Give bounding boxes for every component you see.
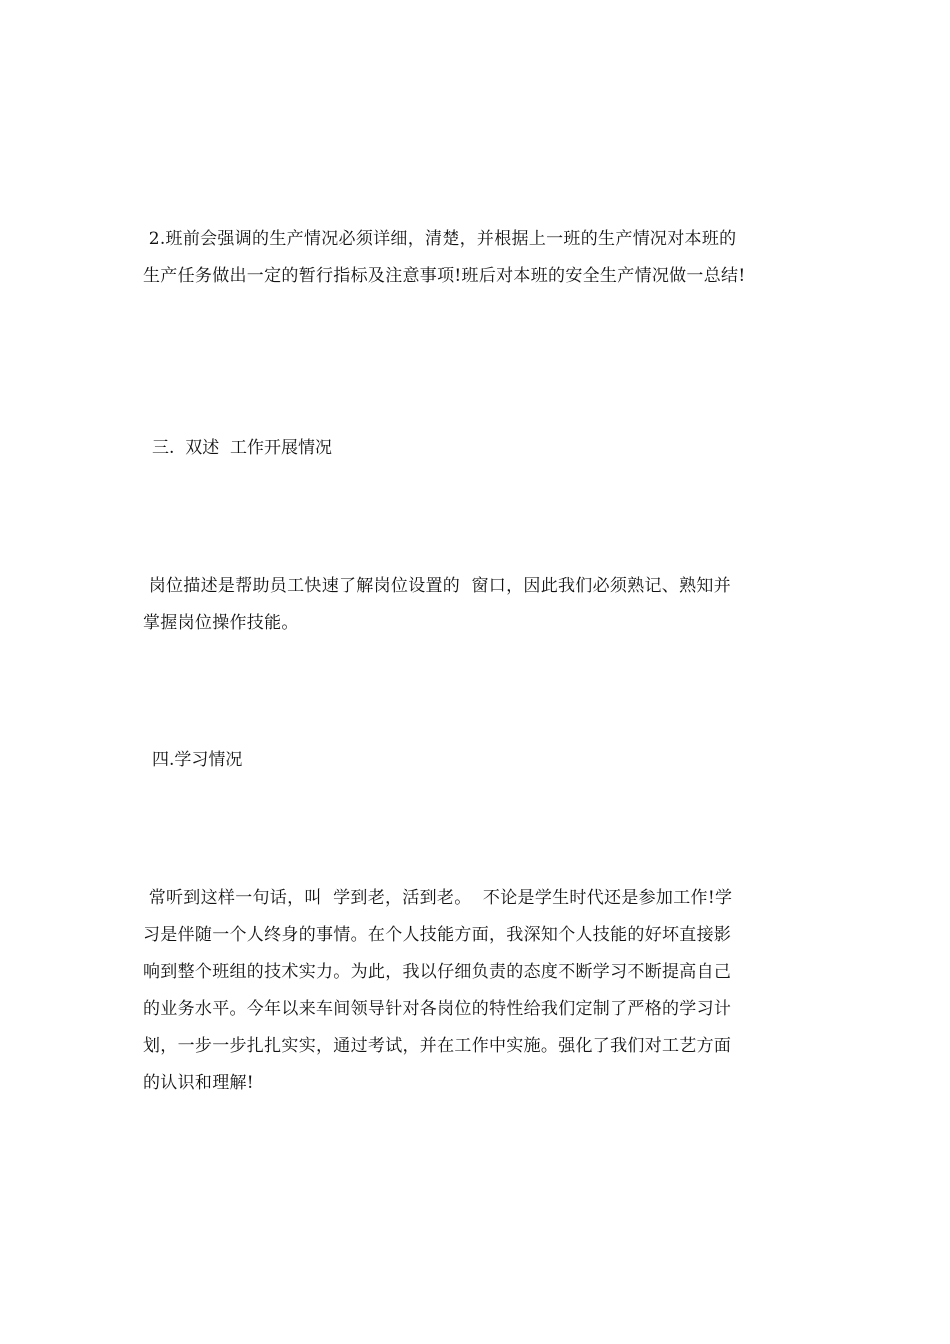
section-heading-work: 三. 双述 工作开展情况 bbox=[152, 438, 333, 458]
text-line: 响到整个班组的技术实力。为此，我以仔细负责的态度不断学习不断提高自己 bbox=[143, 962, 732, 982]
text-line: 划，一步一步扎扎实实，通过考试，并在工作中实施。强化了我们对工艺方面 bbox=[143, 1036, 732, 1056]
text-line: 生产任务做出一定的暂行指标及注意事项!班后对本班的安全生产情况做一总结! bbox=[143, 266, 746, 286]
text-line: 常听到这样一句话，叫 学到老，活到老。 不论是学生时代还是参加工作!学 bbox=[143, 888, 733, 908]
text-line: 的业务水平。今年以来车间领导针对各岗位的特性给我们定制了严格的学习计 bbox=[143, 999, 732, 1019]
paragraph-study bbox=[143, 880, 813, 1102]
text-line: 掌握岗位操作技能。 bbox=[143, 613, 299, 633]
text-line: 习是伴随一个人终身的事情。在个人技能方面，我深知个人技能的好坏直接影 bbox=[143, 925, 732, 945]
text-line: 的认识和理解! bbox=[143, 1073, 254, 1093]
text-line: 2.班前会强调的生产情况必须详细，清楚，并根据上一班的生产情况对本班的 bbox=[143, 229, 737, 249]
text-line: 岗位描述是帮助员工快速了解岗位设置的 窗口，因此我们必须熟记、熟知并 bbox=[143, 576, 732, 596]
section-heading-study: 四.学习情况 bbox=[152, 750, 243, 770]
paragraph-job-description bbox=[143, 568, 813, 642]
paragraph-shift-meeting bbox=[143, 221, 813, 295]
